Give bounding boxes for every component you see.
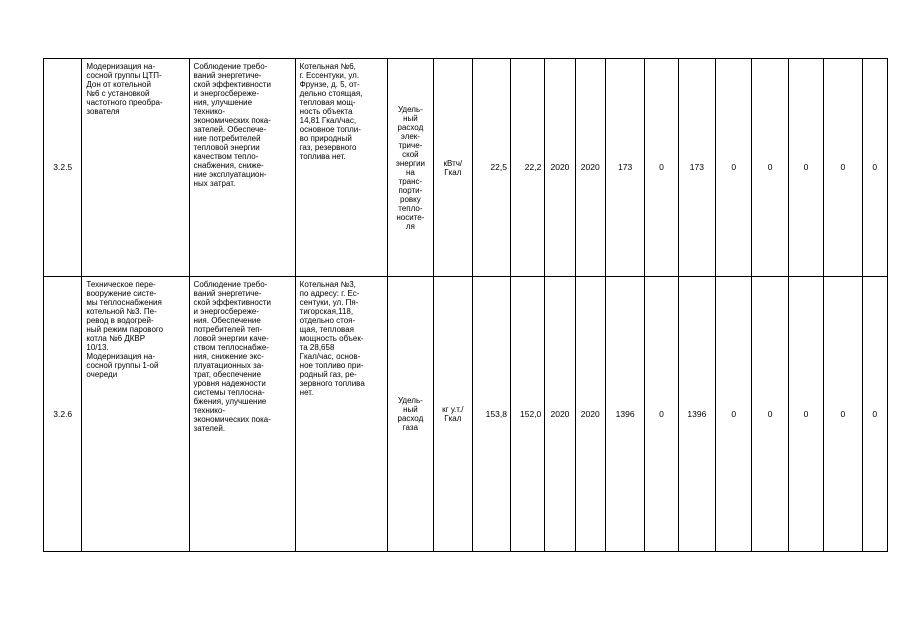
cost-col-8: 0 bbox=[862, 59, 887, 277]
row-number: 3.2.5 bbox=[44, 59, 82, 277]
indicator-name: Удель- ный расход элек- триче- ской энергии на транс- порти- ровку тепло- носите- ля bbox=[387, 59, 433, 277]
cost-col-3: 173 bbox=[678, 59, 715, 277]
cost-total: 1396 bbox=[605, 277, 644, 552]
cost-col-5: 0 bbox=[752, 59, 788, 277]
value-before: 153,8 bbox=[472, 277, 510, 552]
cost-col-2: 0 bbox=[645, 59, 678, 277]
cost-col-4: 0 bbox=[716, 59, 752, 277]
cost-col-3: 1396 bbox=[678, 277, 715, 552]
end-year: 2020 bbox=[575, 59, 605, 277]
cost-col-7: 0 bbox=[824, 277, 862, 552]
cost-col-6: 0 bbox=[788, 277, 823, 552]
table-row bbox=[44, 277, 888, 552]
start-year: 2020 bbox=[545, 277, 575, 552]
table-row bbox=[44, 59, 888, 277]
object-description: Котельная №6, г. Ессентуки, ул. Фрунзе, д. 5, от- дельно стоящая, тепловая мощ- ность объекта 14,81 Гкал/час, основное топли- во природный газ, резервного топлива нет. bbox=[295, 59, 387, 277]
cost-total: 173 bbox=[605, 59, 644, 277]
value-after: 22,2 bbox=[510, 59, 544, 277]
cost-col-8: 0 bbox=[862, 277, 887, 552]
goal-description: Соблюдение требо- ваний энергетиче- ской эффективности и энергосбереже- ния. Обеспечение потребителей теп- ловой энергии каче- ством теплоснабже- ния, снижение экс- плуатационных за- трат, обеспечение уровня надежности системы теплосна- бжения, улучшение технико- экономических пока- зателей. bbox=[189, 277, 295, 552]
indicator-name: Удель- ный расход газа bbox=[387, 277, 433, 552]
end-year: 2020 bbox=[575, 277, 605, 552]
cost-col-2: 0 bbox=[645, 277, 678, 552]
cost-col-5: 0 bbox=[752, 277, 788, 552]
measure-description: Техническое пере- вооружение систе- мы теплоснабжения котельной №3. Пе- ревод в водогрей- ный режим парового котла №6 ДКВР 10/13. Модернизация на- сосной группы 1-ой очереди bbox=[82, 277, 189, 552]
value-before: 22,5 bbox=[472, 59, 510, 277]
value-after: 152,0 bbox=[510, 277, 544, 552]
object-description: Котельная №3, по адресу: г. Ес- сентуки, ул. Пя- тигорская,118, отдельно стоя- щая, тепловая мощность объек- та 28,658 Гкал/час, основ- ное топливо при- родный газ, ре- зервного топлива нет. bbox=[295, 277, 387, 552]
goal-description: Соблюдение требо- ваний энергетиче- ской эффективности и энергосбереже- ния, улучшение технико- экономических пока- зателей. Обеспече- ние потребителей тепловой энергии качеством тепло- снабжения, сниже- ние эксплуатацион- ных затрат. bbox=[189, 59, 295, 277]
measure-description: Модернизация на- сосной группы ЦТП- Дон от котельной №6 с установкой частотного преобра- зователя bbox=[82, 59, 189, 277]
investment-program-table bbox=[43, 58, 888, 552]
indicator-unit: кВтч/ Гкал bbox=[434, 59, 472, 277]
indicator-unit: кг у.т./ Гкал bbox=[434, 277, 472, 552]
cost-col-4: 0 bbox=[716, 277, 752, 552]
cost-col-6: 0 bbox=[788, 59, 823, 277]
cost-col-7: 0 bbox=[824, 59, 862, 277]
start-year: 2020 bbox=[545, 59, 575, 277]
row-number: 3.2.6 bbox=[44, 277, 82, 552]
